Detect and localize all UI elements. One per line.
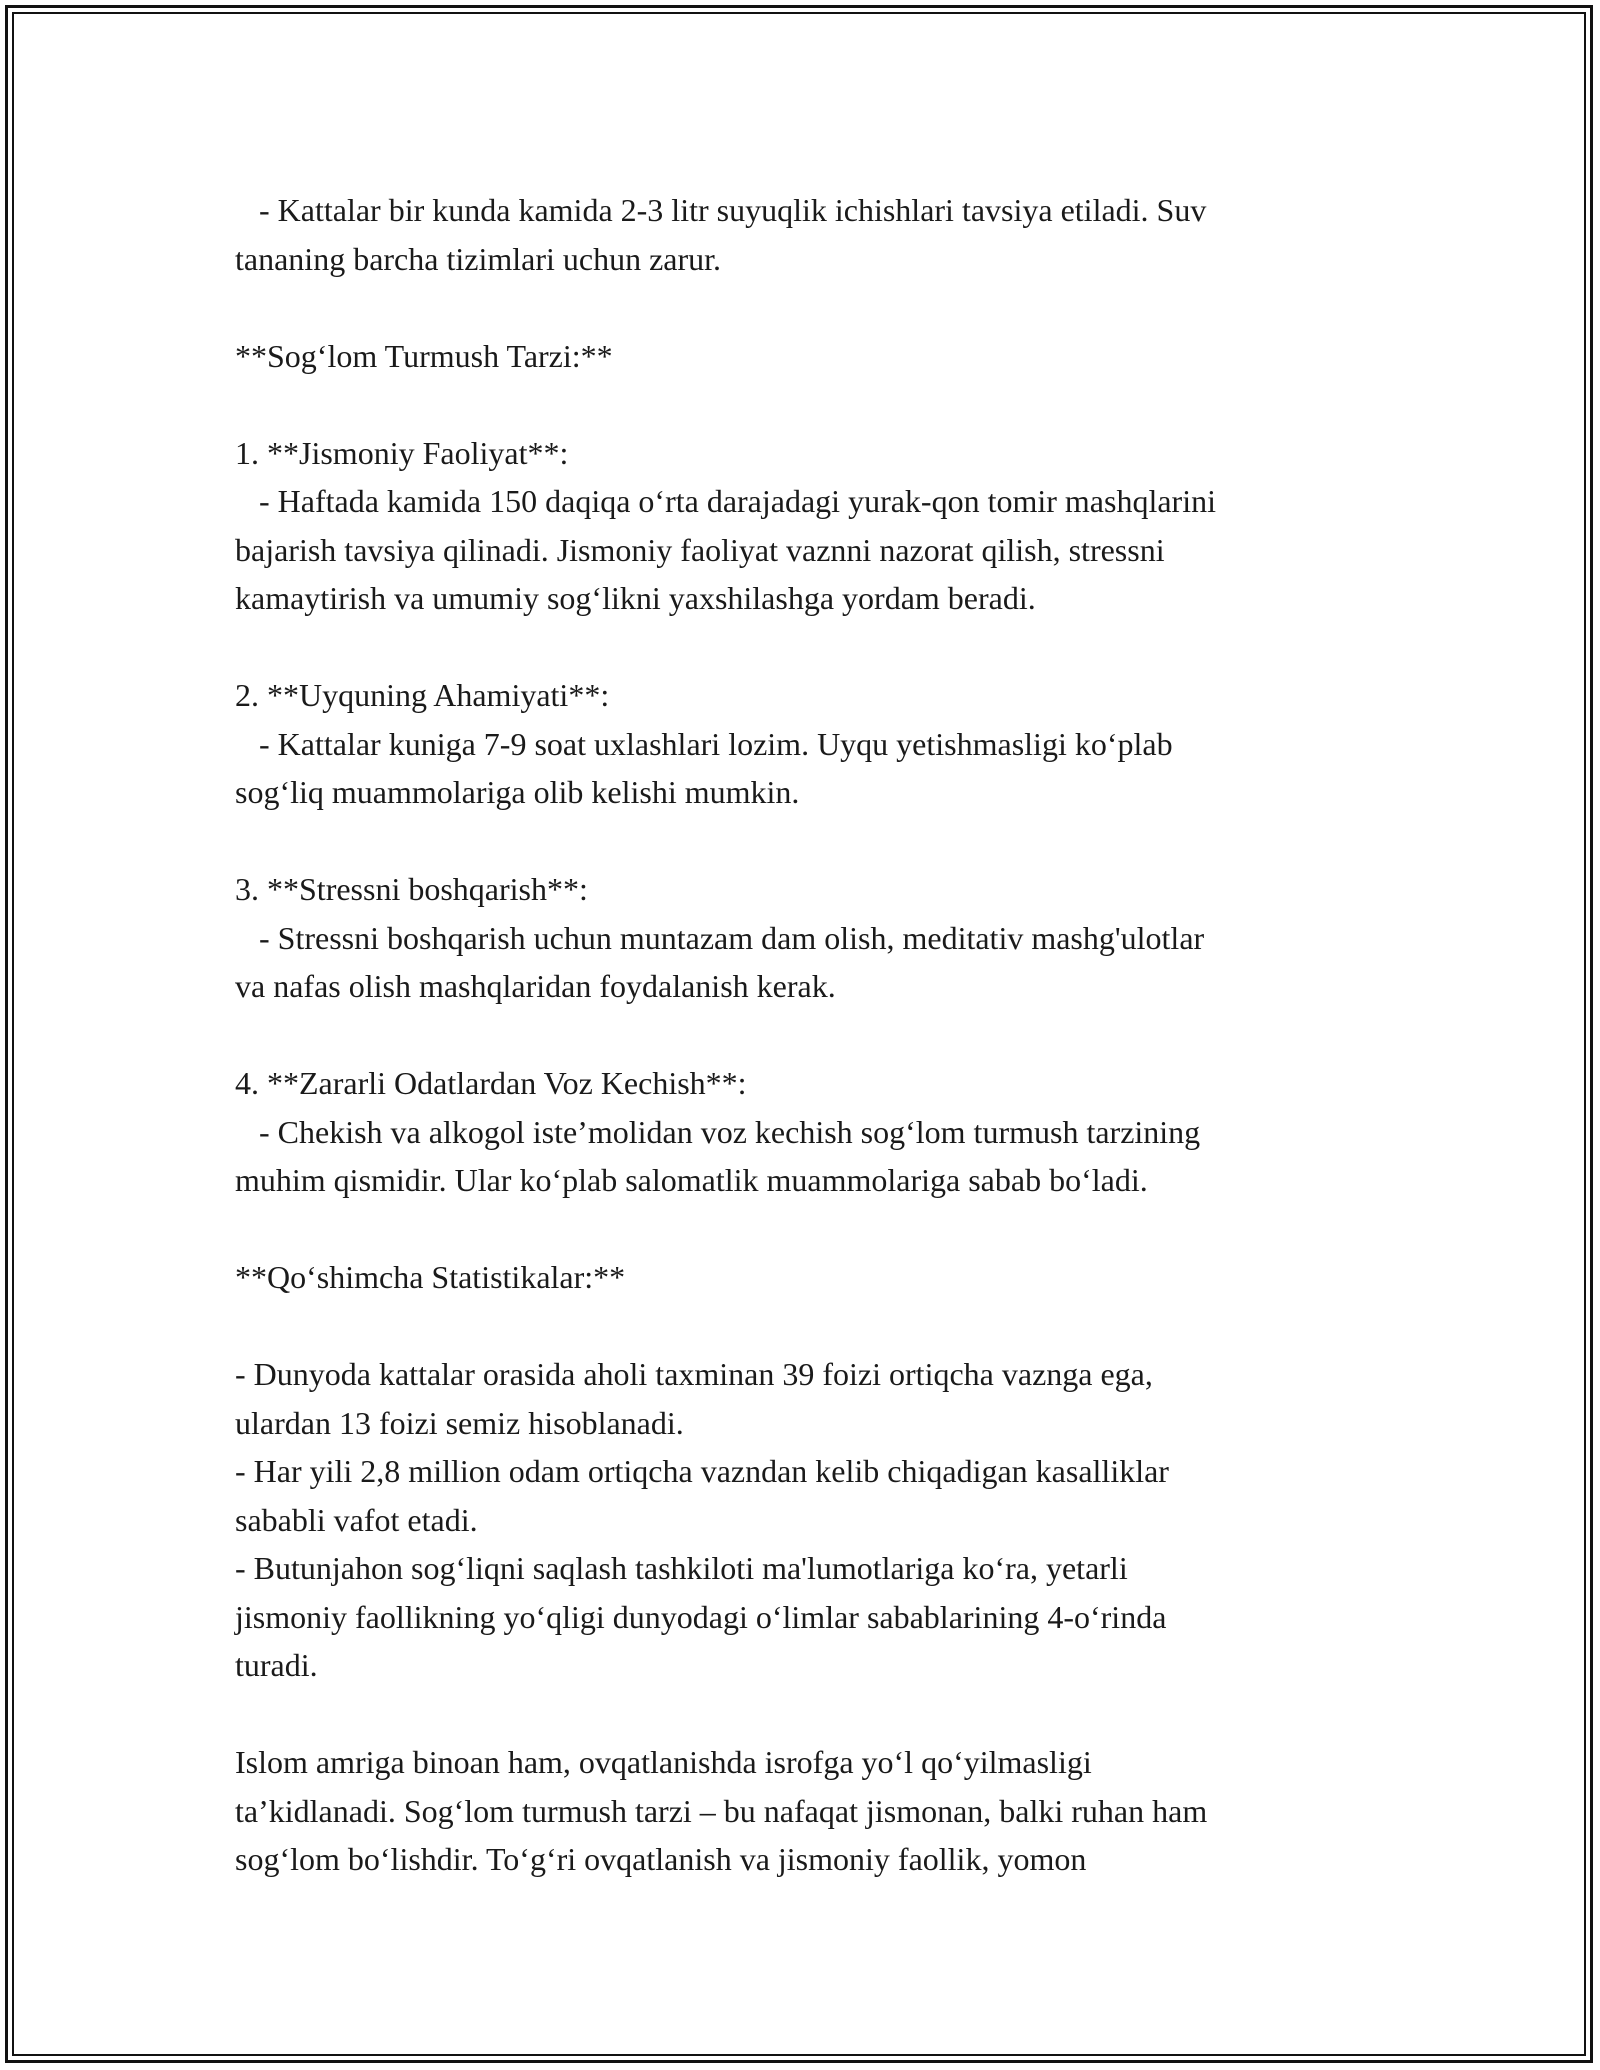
list-item-stress xyxy=(235,865,1375,1011)
paragraph-gap xyxy=(235,1205,1375,1254)
paragraph-gap xyxy=(235,380,1375,429)
text-line: kamaytirish va umumiy sog‘likni yaxshilashga yordam beradi. xyxy=(235,580,1036,616)
text-line: ulardan 13 foizi semiz hisoblanadi. xyxy=(235,1404,684,1441)
statistics-list xyxy=(235,1350,1375,1690)
section-heading: **Sog‘lom Turmush Tarzi:** xyxy=(235,337,613,374)
text-line: muhim qismidir. Ular ko‘plab salomatlik muammolariga sabab bo‘ladi. xyxy=(235,1162,1148,1198)
list-item-title: 1. **Jismoniy Faoliyat**: xyxy=(235,434,569,471)
text-line: ta’kidlanadi. Sog‘lom turmush tarzi – bu nafaqat jismonan, balki ruhan ham xyxy=(235,1792,1208,1829)
list-item-sleep xyxy=(235,671,1375,817)
text-line: tananing barcha tizimlari uchun zarur. xyxy=(235,240,722,277)
document-page xyxy=(235,186,1375,1884)
text-line: - Stressni boshqarish uchun muntazam dam olish, meditativ mashg'ulotlar xyxy=(235,919,1205,956)
text-line: - Har yili 2,8 million odam ortiqcha vazndan kelib chiqadigan kasalliklar xyxy=(235,1453,1169,1489)
paragraph-gap xyxy=(235,817,1375,866)
text-line: - Haftada kamida 150 daqiqa o‘rta darajadagi yurak-qon tomir mashqlarini xyxy=(235,483,1216,519)
paragraph-water-intake xyxy=(235,186,1375,283)
list-item-bad-habits xyxy=(235,1059,1375,1205)
text-line: bajarish tavsiya qilinadi. Jismoniy faoliyat vaznni nazorat qilish, stressni xyxy=(235,531,1165,568)
text-line: - Kattalar kuniga 7-9 soat uxlashlari lozim. Uyqu yetishmasligi ko‘plab xyxy=(235,725,1173,762)
heading-healthy-lifestyle xyxy=(235,332,1375,381)
text-line: va nafas olish mashqlaridan foydalanish kerak. xyxy=(235,968,836,1004)
paragraph-gap xyxy=(235,1011,1375,1060)
text-line: sog‘liq muammolariga olib kelishi mumkin. xyxy=(235,774,800,810)
text-line: turadi. xyxy=(235,1647,318,1683)
text-line: - Dunyoda kattalar orasida aholi taxminan 39 foizi ortiqcha vaznga ega, xyxy=(235,1356,1153,1392)
list-item-physical-activity xyxy=(235,429,1375,623)
paragraph-gap xyxy=(235,1690,1375,1739)
paragraph-gap xyxy=(235,283,1375,332)
text-line: - Butunjahon sog‘liqni saqlash tashkiloti ma'lumotlariga ko‘ra, yetarli xyxy=(235,1550,1128,1586)
text-line: sog‘lom bo‘lishdir. To‘g‘ri ovqatlanish va jismoniy faollik, yomon xyxy=(235,1841,1087,1877)
paragraph-gap xyxy=(235,623,1375,672)
text-line: sababli vafot etadi. xyxy=(235,1501,478,1538)
text-line: Islom amriga binoan ham, ovqatlanishda isrofga yo‘l qo‘yilmasligi xyxy=(235,1744,1092,1780)
text-line: - Kattalar bir kunda kamida 2-3 litr suyuqlik ichishlari tavsiya etiladi. Suv xyxy=(235,192,1207,228)
paragraph-gap xyxy=(235,1302,1375,1351)
list-item-title: 3. **Stressni boshqarish**: xyxy=(235,871,588,907)
paragraph-conclusion xyxy=(235,1738,1375,1884)
text-line: jismoniy faollikning yo‘qligi dunyodagi o‘limlar sabablarining 4-o‘rinda xyxy=(235,1598,1167,1635)
heading-additional-statistics xyxy=(235,1253,1375,1302)
section-heading: **Qo‘shimcha Statistikalar:** xyxy=(235,1259,626,1295)
list-item-title: 4. **Zararli Odatlardan Voz Kechish**: xyxy=(235,1065,747,1101)
list-item-title: 2. **Uyquning Ahamiyati**: xyxy=(235,677,610,713)
text-line: - Chekish va alkogol iste’molidan voz kechish sog‘lom turmush tarzining xyxy=(235,1113,1201,1150)
